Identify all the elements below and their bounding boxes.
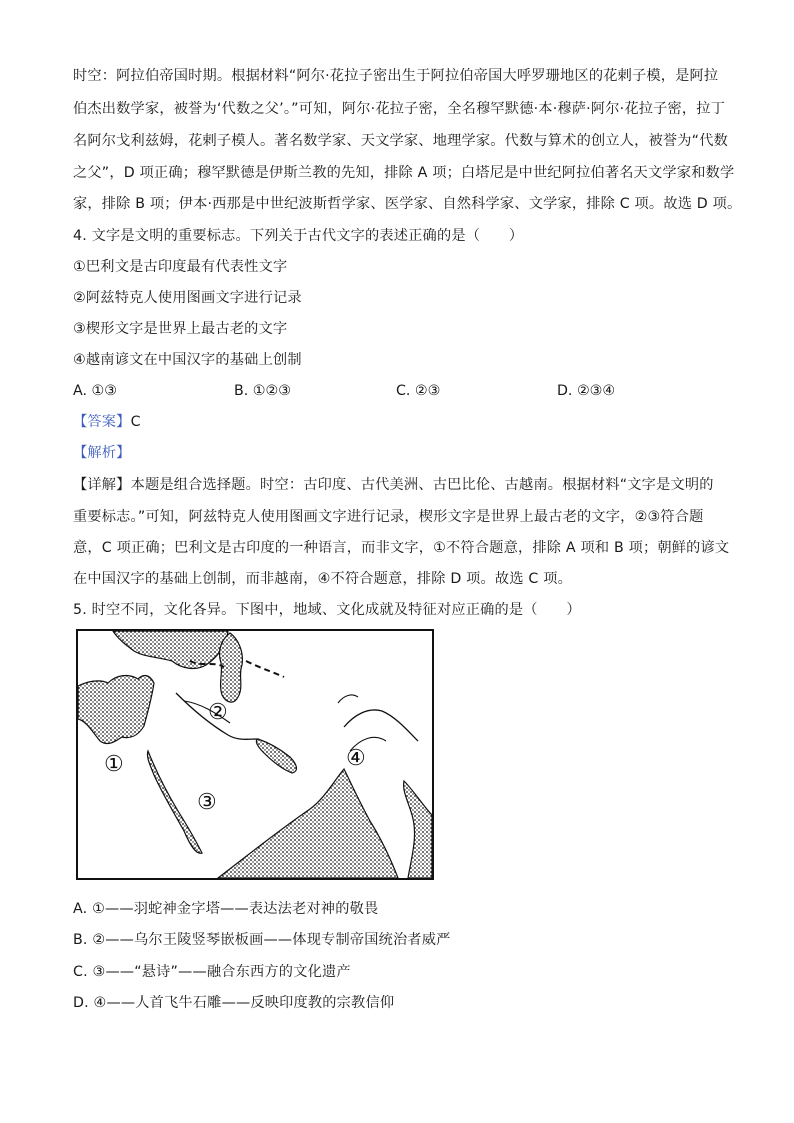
detail-line: 重要标志。”可知，阿兹特克人使用图画文字进行记录，楔形文字是世界上最古老的文字，②③符合题 bbox=[73, 509, 704, 525]
question-4-statement: ③楔形文字是世界上最古老的文字 bbox=[73, 321, 288, 337]
question-4-option-c: C. ②③ bbox=[396, 383, 441, 399]
question-4-statement: ②阿兹特克人使用图画文字进行记录 bbox=[73, 290, 302, 306]
detail-line: 意，C 项正确；巴利文是古印度的一种语言，而非文字，①不符合题意，排除 A 项和 B 项；朝鲜的谚文 bbox=[73, 540, 730, 556]
explanation-line: 名阿尔戈利兹姆，花剌子模人。著名数学家、天文学家、地理学家。代数与算术的创立人，被誉为“代数 bbox=[73, 133, 728, 149]
question-4-option-b: B. ①②③ bbox=[234, 383, 291, 399]
question-5-option-d: D. ④——人首飞牛石雕——反映印度教的宗教信仰 bbox=[73, 995, 395, 1011]
middle-east-map bbox=[76, 629, 434, 880]
explanation-line: 家，排除 B 项；伊本·西那是中世纪波斯哲学家、医学家、自然科学家、文学家，排除 C 项。故选 D 项。 bbox=[73, 196, 742, 212]
answer-tag: 【答案】 bbox=[73, 414, 131, 430]
analysis-tag: 【解析】 bbox=[73, 445, 131, 461]
question-4-option-d: D. ②③④ bbox=[557, 383, 616, 399]
explanation-line: 之父”，D 项正确；穆罕默德是伊斯兰教的先知，排除 A 项；白塔尼是中世纪阿拉伯著名天文学家和数学 bbox=[73, 165, 735, 181]
explanation-line: 时空：阿拉伯帝国时期。根据材料“阿尔·花拉子密出生于阿拉伯帝国大呼罗珊地区的花剌子模，是阿拉 bbox=[73, 68, 719, 84]
question-4-option-a: A. ①③ bbox=[73, 383, 117, 399]
answer-row bbox=[73, 412, 141, 432]
detail-text: 本题是组合选择题。时空：古印度、古代美洲、古巴比伦、古越南。根据材料“文字是文明的 bbox=[130, 477, 714, 493]
question-4-statement: ④越南谚文在中国汉字的基础上创制 bbox=[73, 352, 302, 368]
explanation-line: 伯杰出数学家，被誉为‘代数之父’。”可知，阿尔·花拉子密，全名穆罕默德·本·穆萨·阿尔·花拉子密，拉丁 bbox=[73, 101, 726, 117]
question-5-option-b: B. ②——乌尔王陵竖琴嵌板画——体现专制帝国统治者威严 bbox=[73, 932, 451, 948]
map-label-2: ② bbox=[208, 700, 228, 725]
analysis-row bbox=[73, 443, 131, 463]
detail-line bbox=[73, 475, 714, 495]
detail-line: 在中国汉字的基础上创制，而非越南，④不符合题意，排除 D 项。故选 C 项。 bbox=[73, 571, 573, 587]
map-label-3: ③ bbox=[197, 790, 217, 815]
detail-tag: 【详解】 bbox=[73, 477, 131, 493]
question-5-option-c: C. ③——“悬诗”——融合东西方的文化遗产 bbox=[73, 964, 351, 980]
question-5-option-a: A. ①——羽蛇神金字塔——表达法老对神的敬畏 bbox=[73, 901, 379, 917]
question-4-stem: 4. 文字是文明的重要标志。下列关于古代文字的表述正确的是（ ） bbox=[73, 228, 524, 244]
question-4-statement: ①巴利文是古印度最有代表性文字 bbox=[73, 259, 288, 275]
map-label-1: ① bbox=[104, 752, 124, 777]
question-5-stem: 5. 时空不同，文化各异。下图中，地域、文化成就及特征对应正确的是（ ） bbox=[73, 602, 581, 618]
map-label-4: ④ bbox=[346, 746, 366, 771]
answer-value: C bbox=[130, 414, 141, 430]
